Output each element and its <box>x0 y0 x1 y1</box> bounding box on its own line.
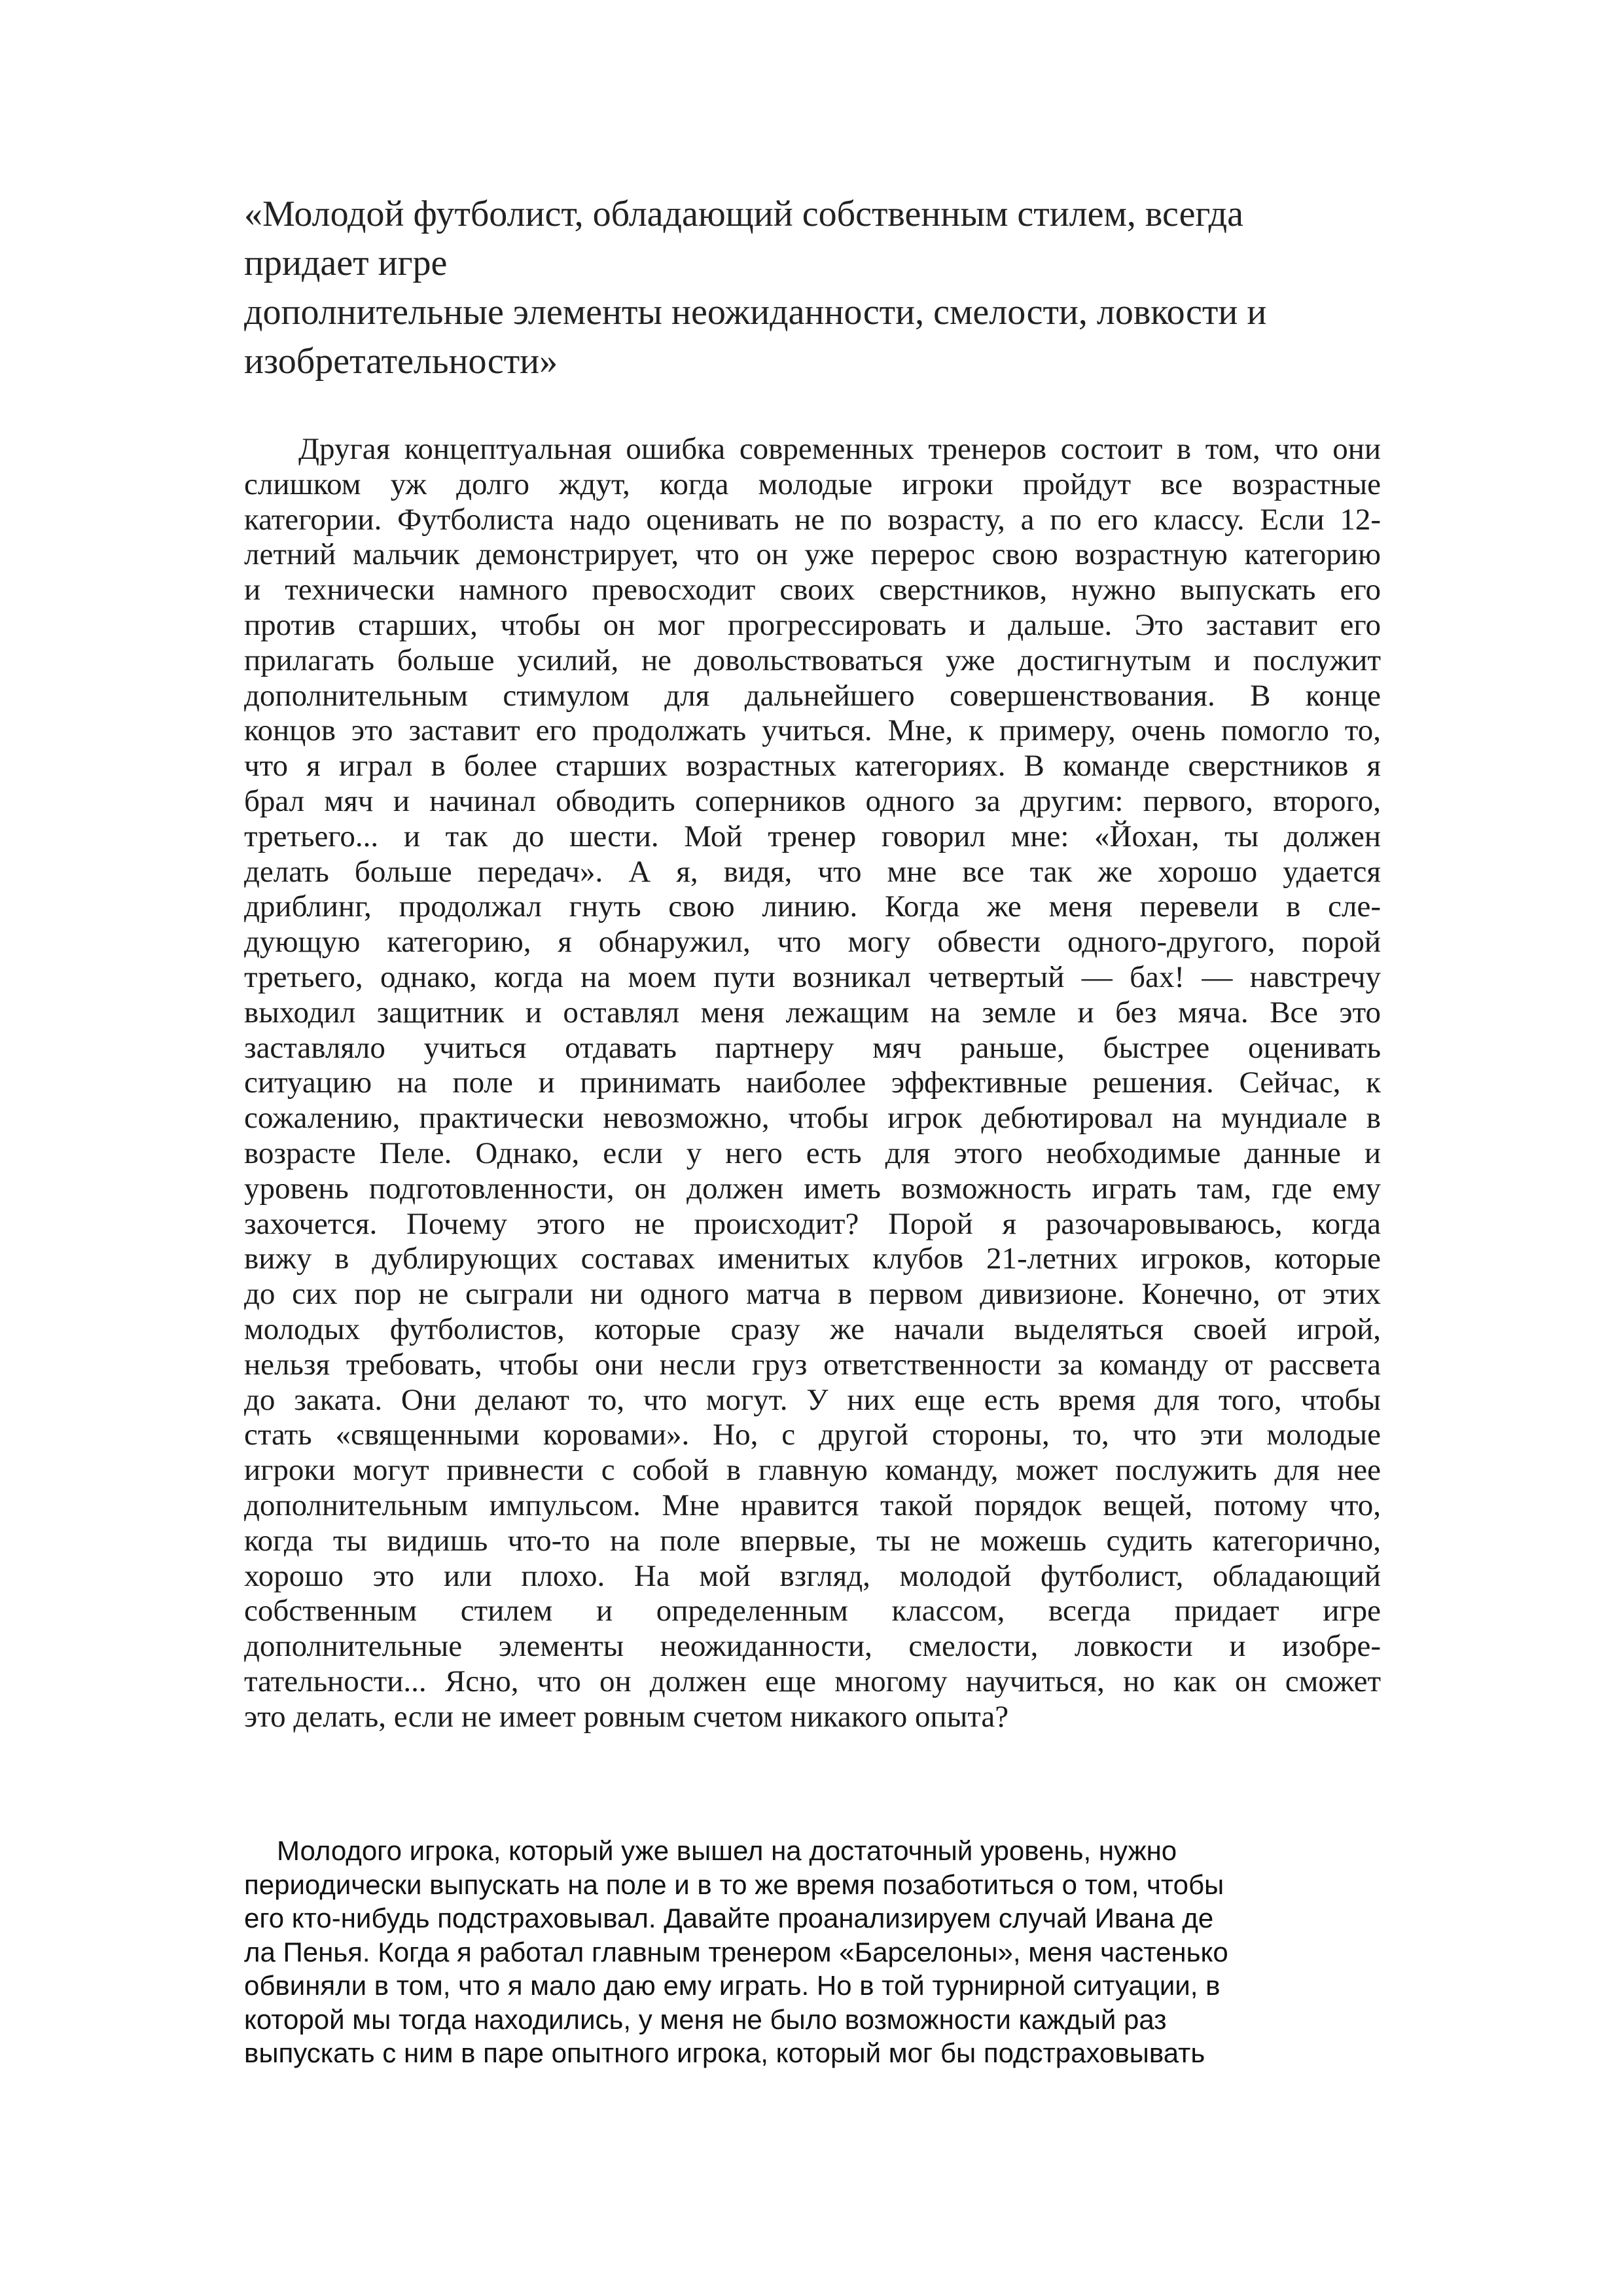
paragraph-line: дующую категорию, я обнаружил, что могу обвести одного-другого, порой <box>244 925 1381 960</box>
paragraph-line: это делать, если не имеет ровным счетом никакого опыта? <box>244 1699 1009 1734</box>
paragraph-line: дополнительным импульсом. Мне нравится такой порядок вещей, потому что, <box>244 1488 1381 1522</box>
paragraph-line: сожалению, практически невозможно, чтобы игрок дебютировал на мундиале в <box>244 1101 1381 1136</box>
paragraph-line: его кто-нибудь подстраховывал. Давайте проанализируем случай Ивана де <box>244 1903 1214 1933</box>
paragraph-line: делать больше передач». А я, видя, что мне все так же хорошо удается <box>244 854 1381 889</box>
paragraph-line: Молодого игрока, который уже вышел на достаточный уровень, нужно <box>277 1835 1177 1866</box>
paragraph-line: стать «священными коровами». Но, с другой стороны, то, что эти молодые <box>244 1418 1381 1452</box>
paragraph-line: обвиняли в том, что я мало даю ему играть. Но в той турнирной ситуации, в <box>244 1970 1221 2001</box>
paragraph-line: третьего, однако, когда на моем пути возникал четвертый — бах! — навстречу <box>244 960 1381 994</box>
paragraph-line: ла Пенья. Когда я работал главным тренером «Барселоны», меня частенько <box>244 1936 1228 1967</box>
paragraph-line: тательности... Ясно, что он должен еще многому научиться, но как он сможет <box>244 1664 1381 1698</box>
paragraph-line: уровень подготовленности, он должен иметь возможность играть там, где ему <box>244 1171 1381 1206</box>
paragraph-line: дриблинг, продолжал гнуть свою линию. Когда же меня перевели в сле- <box>244 889 1381 924</box>
paragraph-line: когда ты видишь что-то на поле впервые, ты не можешь судить категорично, <box>244 1523 1381 1558</box>
quote-line: «Молодой футболист, обладающий собственным стилем, всегда <box>244 194 1243 234</box>
paragraph-line: Другая концептуальная ошибка современных тренеров состоит в том, что они <box>298 432 1381 466</box>
paragraph-line: вижу в дублирующих составах именитых клубов 21-летних игроков, которые <box>244 1242 1381 1276</box>
paragraph-line: периодически выпускать на поле и в то же время позаботиться о том, чтобы <box>244 1869 1224 1900</box>
quote-line: изобретательности» <box>244 341 558 382</box>
paragraph-line: которой мы тогда находились, у меня не было возможности каждый раз <box>244 2003 1167 2035</box>
paragraph-line: захочется. Почему этого не происходит? Порой я разочаровываюсь, когда <box>244 1206 1381 1241</box>
paragraph-line: собственным стилем и определенным классом, всегда придает игре <box>244 1594 1381 1628</box>
paragraph-line: прилагать больше усилий, не довольствоваться уже достигнутым и послужит <box>244 643 1381 677</box>
paragraph-line: концов это заставит его продолжать учиться. Мне, к примеру, очень помогло то, <box>244 713 1381 748</box>
paragraph-line: нельзя требовать, чтобы они несли груз ответственности за команду от рассвета <box>244 1347 1381 1382</box>
paragraph-line: хорошо это или плохо. На мой взгляд, молодой футболист, обладающий <box>244 1558 1381 1593</box>
paragraph-line: третьего... и так до шести. Мой тренер говорил мне: «Йохан, ты должен <box>244 819 1381 853</box>
paragraph-line: заставляло учиться отдавать партнеру мяч раньше, быстрее оценивать <box>244 1030 1381 1065</box>
paragraph-line: слишком уж долго ждут, когда молодые игроки пройдут все возрастные <box>244 467 1381 501</box>
paragraph-line: ситуацию на поле и принимать наиболее эффективные решения. Сейчас, к <box>244 1066 1381 1100</box>
second-paragraph <box>244 1834 1381 2070</box>
paragraph-line: выпускать с ним в паре опытного игрока, который мог бы подстраховывать <box>244 2037 1205 2068</box>
paragraph-line: молодых футболистов, которые сразу же начали выделяться своей игрой, <box>244 1312 1381 1346</box>
quote-line: придает игре <box>244 243 448 283</box>
paragraph-line: выходил защитник и оставлял меня лежащим на земле и без мяча. Все это <box>244 995 1381 1030</box>
main-paragraph <box>244 432 1381 1734</box>
paragraph-line: дополнительным стимулом для дальнейшего совершенствования. В конце <box>244 678 1381 713</box>
epigraph-quote <box>244 190 1396 386</box>
paragraph-line: категории. Футболиста надо оценивать не по возрасту, а по его классу. Если 12- <box>244 502 1381 537</box>
paragraph-line: игроки могут привнести с собой в главную команду, может послужить для нее <box>244 1453 1381 1488</box>
paragraph-line: что я играл в более старших возрастных категориях. В команде сверстников я <box>244 749 1381 783</box>
paragraph-line: до заката. Они делают то, что могут. У них еще есть время для того, чтобы <box>244 1382 1381 1417</box>
paragraph-line: брал мяч и начинал обводить соперников одного за другим: первого, второго, <box>244 783 1381 818</box>
paragraph-line: летний мальчик демонстрирует, что он уже перерос свою возрастную категорию <box>244 537 1381 572</box>
paragraph-line: до сих пор не сыграли ни одного матча в первом дивизионе. Конечно, от этих <box>244 1277 1381 1312</box>
paragraph-line: дополнительные элементы неожиданности, смелости, ловкости и изобре- <box>244 1629 1381 1664</box>
quote-line: дополнительные элементы неожиданности, смелости, ловкости и <box>244 292 1267 332</box>
paragraph-line: против старших, чтобы он мог прогрессировать и дальше. Это заставит его <box>244 607 1381 642</box>
paragraph-line: возрасте Пеле. Однако, если у него есть для этого необходимые данные и <box>244 1136 1381 1170</box>
paragraph-line: и технически намного превосходит своих сверстников, нужно выпускать его <box>244 573 1381 607</box>
